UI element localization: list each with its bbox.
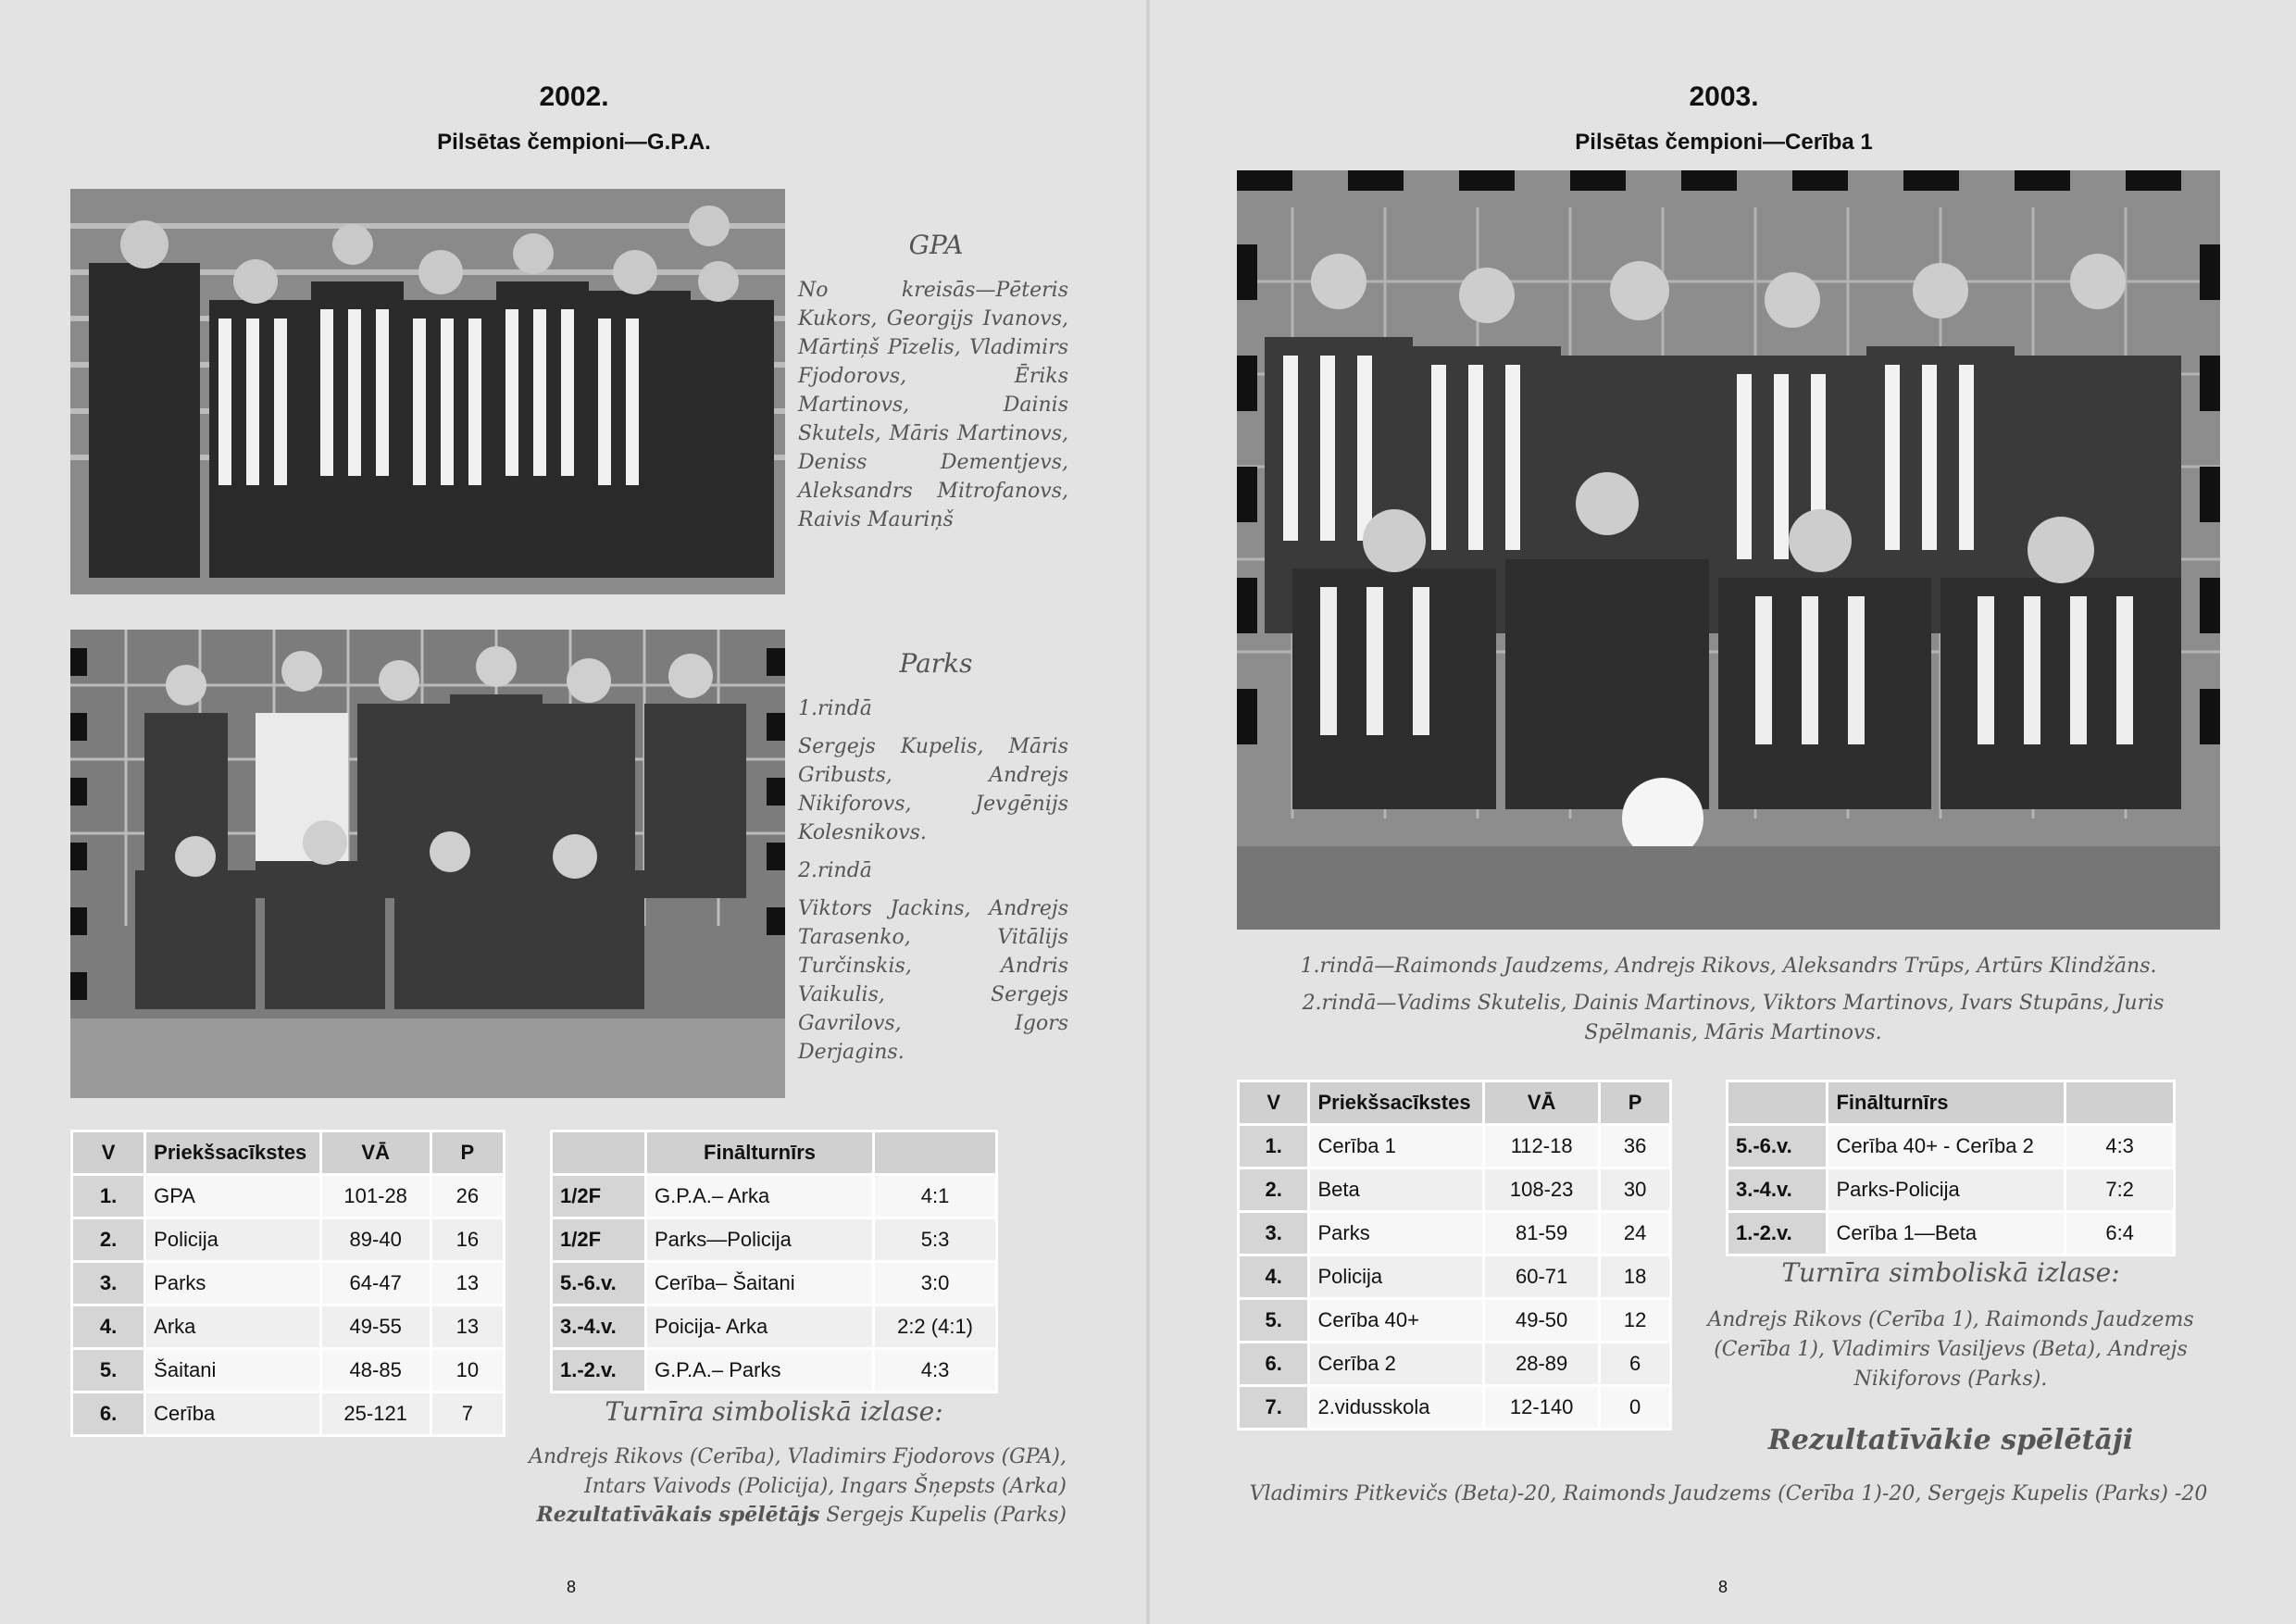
cell: 3. [72, 1262, 145, 1305]
cell: 2. [1239, 1168, 1309, 1212]
cell: 1/2F [552, 1218, 646, 1262]
cell: GPA [145, 1175, 320, 1218]
cell: Policija [145, 1218, 320, 1262]
cell: 5. [1239, 1299, 1309, 1343]
cell: 7. [1239, 1386, 1309, 1430]
table-row [1239, 1168, 1671, 1212]
cell: 16 [430, 1218, 504, 1262]
prelim-table-2003 [1237, 1080, 1672, 1430]
col-header: Finālturnīrs [645, 1131, 873, 1175]
table-header-row [1239, 1081, 1671, 1125]
cell: 4:1 [874, 1175, 997, 1218]
col-header-empty [874, 1131, 997, 1175]
cell: 30 [1600, 1168, 1671, 1212]
cell: 5:3 [874, 1218, 997, 1262]
cell: 49-50 [1484, 1299, 1600, 1343]
cell: 6 [1600, 1343, 1671, 1386]
cell: 5.-6.v. [1728, 1125, 1828, 1168]
cell: 1/2F [552, 1175, 646, 1218]
cell: 64-47 [320, 1262, 430, 1305]
cell: Poicija- Arka [645, 1305, 873, 1349]
table-row [1728, 1168, 2175, 1212]
table-row [552, 1305, 997, 1349]
parks-caption-title: Parks [899, 648, 973, 679]
cell: 112-18 [1484, 1125, 1600, 1168]
cell: 1. [1239, 1125, 1309, 1168]
cell: Beta [1309, 1168, 1484, 1212]
cell: 4. [1239, 1255, 1309, 1299]
col-header: P [430, 1131, 504, 1175]
cell: Parks [145, 1262, 320, 1305]
table-row [1728, 1125, 2175, 1168]
cell: 3. [1239, 1212, 1309, 1255]
champions-subtitle: Pilsētas čempioni—G.P.A. [437, 130, 711, 155]
gpa-caption-text: No kreisās—Pēteris Kukors, Georgijs Ivanovs, Mārtiņš Pīzelis, Vladimirs Fjodorovs, Ēriks Martinovs, Dainis Skutels, Māris Martinovs, Deniss Dementjevs, Aleksandrs Mitrofanovs, Raivis Mauriņš [798, 279, 1068, 531]
cell: 101-28 [320, 1175, 430, 1218]
cell: 7 [430, 1393, 504, 1436]
cell: 4:3 [2065, 1125, 2175, 1168]
col-header: P [1600, 1081, 1671, 1125]
table-row [72, 1175, 505, 1218]
cell: 13 [430, 1262, 504, 1305]
right-page [1150, 0, 2296, 1624]
cell: 28-89 [1484, 1343, 1600, 1386]
table-row [552, 1262, 997, 1305]
cell: 81-59 [1484, 1212, 1600, 1255]
col-header: VĀ [1484, 1081, 1600, 1125]
cell: 1.-2.v. [1728, 1212, 1828, 1255]
cell: 2.vidusskola [1309, 1386, 1484, 1430]
year-heading: 2002. [539, 81, 609, 112]
cell: 26 [430, 1175, 504, 1218]
symbolic-team-text: Andrejs Rikovs (Cerība), Vladimirs Fjodorovs (GPA), Intars Vaivods (Policija), Ingars Šņepsts (Arka) [529, 1445, 1067, 1498]
cell: Arka [145, 1305, 320, 1349]
parks-row1-text: Sergejs Kupelis, Māris Gribusts, Andrejs Nikiforovs, Jevgēnijs Kolesnikovs. [798, 735, 1068, 844]
table-row [1239, 1386, 1671, 1430]
cell: 49-55 [320, 1305, 430, 1349]
col-header: V [1239, 1081, 1309, 1125]
gpa-caption-title: GPA [908, 230, 964, 260]
col-header: Finālturnīrs [1828, 1081, 2065, 1125]
table-row [552, 1218, 997, 1262]
cell: 2:2 (4:1) [874, 1305, 997, 1349]
cell: Cerība 2 [1309, 1343, 1484, 1386]
final-table-2002 [550, 1130, 998, 1393]
col-header-empty [2065, 1081, 2175, 1125]
table-row [1239, 1212, 1671, 1255]
parks-row1-label: 1.rindā [798, 697, 872, 720]
prelim-table-2002 [70, 1130, 505, 1437]
top-scorer-text: Sergejs Kupelis (Parks) [826, 1504, 1067, 1527]
cell: 0 [1600, 1386, 1671, 1430]
table-row [552, 1349, 997, 1393]
table-header-row [1728, 1081, 2175, 1125]
cell: Cerība 1—Beta [1828, 1212, 2065, 1255]
table-row [1728, 1212, 2175, 1255]
cell: 3.-4.v. [552, 1305, 646, 1349]
table-header-row [552, 1131, 997, 1175]
symbolic-team-text: Andrejs Rikovs (Cerība 1), Raimonds Jaudzems (Cerība 1), Vladimirs Vasiljevs (Beta), Andrejs Nikiforovs (Parks). [1707, 1308, 2194, 1391]
cell: 1. [72, 1175, 145, 1218]
cell: 5.-6.v. [552, 1262, 646, 1305]
parks-row2-text: Viktors Jackins, Andrejs Tarasenko, Vitālijs Turčinskis, Andris Vaikulis, Sergejs Gavrilovs, Igors Derjagins. [798, 897, 1068, 1064]
cell: Cerība 40+ [1309, 1299, 1484, 1343]
col-header: Priekšsacīkstes [1309, 1081, 1484, 1125]
cell: 18 [1600, 1255, 1671, 1299]
table-header-row [72, 1131, 505, 1175]
cell: 1.-2.v. [552, 1349, 646, 1393]
cell: 5. [72, 1349, 145, 1393]
top-scorers-title: Rezultatīvākie spēlētāji [1767, 1424, 2134, 1456]
table-row [1239, 1299, 1671, 1343]
cell: 4:3 [874, 1349, 997, 1393]
parks-caption [798, 694, 1068, 1076]
top-scorer-label: Rezultatīvākais spēlētājs [536, 1503, 820, 1527]
cell: 6:4 [2065, 1212, 2175, 1255]
cell: 6. [72, 1393, 145, 1436]
left-page [0, 0, 1146, 1624]
cell: 10 [430, 1349, 504, 1393]
cell: Cerība [145, 1393, 320, 1436]
cell: 4. [72, 1305, 145, 1349]
cell: 3.-4.v. [1728, 1168, 1828, 1212]
col-header: V [72, 1131, 145, 1175]
ceriba-caption-row1: 1.rindā—Raimonds Jaudzems, Andrejs Rikovs, Aleksandrs Trūps, Artūrs Klindžāns. [1300, 955, 2157, 978]
cell: 89-40 [320, 1218, 430, 1262]
symbolic-team-title: Turnīra simboliskā izlase: [605, 1396, 943, 1427]
table-row [72, 1305, 505, 1349]
cell: Policija [1309, 1255, 1484, 1299]
cell: Parks [1309, 1212, 1484, 1255]
cell: G.P.A.– Parks [645, 1349, 873, 1393]
cell: 48-85 [320, 1349, 430, 1393]
cell: 60-71 [1484, 1255, 1600, 1299]
cell: 2. [72, 1218, 145, 1262]
cell: Cerība 40+ - Cerība 2 [1828, 1125, 2065, 1168]
top-scorer-line [481, 1500, 1067, 1530]
table-row [1239, 1343, 1671, 1386]
parks-team-photo [70, 630, 785, 1098]
cell: 12-140 [1484, 1386, 1600, 1430]
champions-subtitle: Pilsētas čempioni—Cerība 1 [1575, 130, 1873, 155]
ceriba-team-photo [1237, 170, 2220, 930]
final-table-2003 [1726, 1080, 2176, 1256]
table-row [72, 1218, 505, 1262]
table-row [552, 1175, 997, 1218]
col-header: Priekšsacīkstes [145, 1131, 320, 1175]
cell: 108-23 [1484, 1168, 1600, 1212]
cell: 12 [1600, 1299, 1671, 1343]
cell: Cerība 1 [1309, 1125, 1484, 1168]
cell: 7:2 [2065, 1168, 2175, 1212]
col-header-empty [1728, 1081, 1828, 1125]
year-heading: 2003. [1689, 81, 1759, 112]
top-scorers-text: Vladimirs Pitkevičs (Beta)-20, Raimonds Jaudzems (Cerība 1)-20, Sergejs Kupelis (Parks) -20 [1249, 1482, 2208, 1505]
cell: 36 [1600, 1125, 1671, 1168]
page-number: 8 [567, 1578, 577, 1596]
cell: Cerība– Šaitani [645, 1262, 873, 1305]
table-row [1239, 1255, 1671, 1299]
gpa-team-photo [70, 189, 785, 594]
cell: 3:0 [874, 1262, 997, 1305]
col-header: VĀ [320, 1131, 430, 1175]
cell: 13 [430, 1305, 504, 1349]
cell: Parks-Policija [1828, 1168, 2065, 1212]
cell: 24 [1600, 1212, 1671, 1255]
parks-row2-label: 2.rindā [798, 859, 872, 882]
col-header-empty [552, 1131, 646, 1175]
table-row [72, 1393, 505, 1436]
ceriba-caption-row2: 2.rindā—Vadims Skutelis, Dainis Martinovs, Viktors Martinovs, Ivars Stupāns, Juris Spēlmanis, Māris Martinovs. [1302, 992, 2165, 1044]
cell: 25-121 [320, 1393, 430, 1436]
cell: Šaitani [145, 1349, 320, 1393]
table-row [72, 1262, 505, 1305]
table-row [72, 1349, 505, 1393]
cell: 6. [1239, 1343, 1309, 1386]
page-number: 8 [1718, 1578, 1728, 1596]
table-row [1239, 1125, 1671, 1168]
cell: Parks—Policija [645, 1218, 873, 1262]
cell: G.P.A.– Arka [645, 1175, 873, 1218]
symbolic-team-title: Turnīra simboliskā izlase: [1781, 1257, 2120, 1288]
